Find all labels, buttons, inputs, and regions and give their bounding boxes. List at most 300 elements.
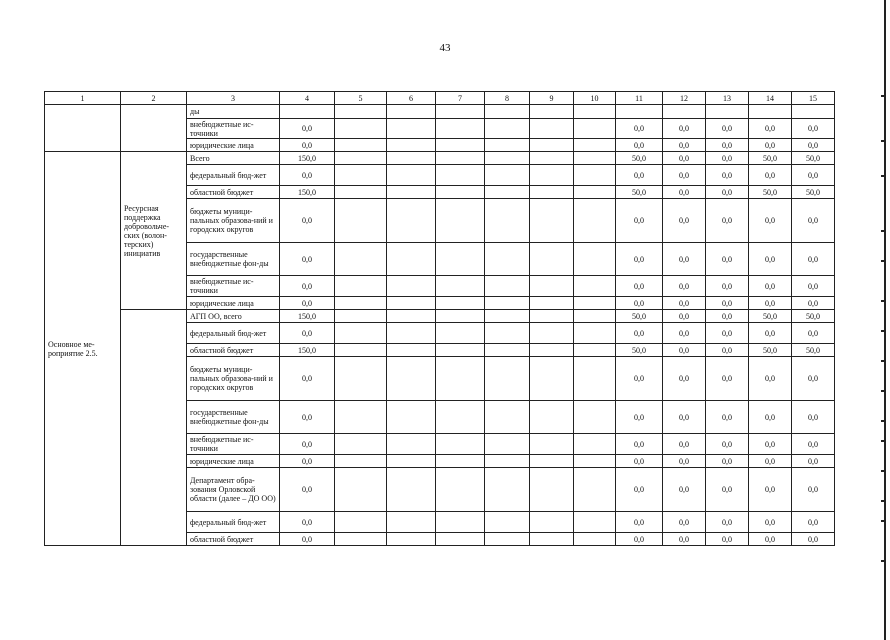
value-cell-col-9 [530, 434, 574, 455]
value-cell-col-14: 0,0 [749, 139, 792, 152]
value-cell-col-5 [335, 357, 387, 401]
value-cell-col-4: 150,0 [280, 310, 335, 323]
value-cell-col-14: 0,0 [749, 357, 792, 401]
value-cell-col-8 [485, 401, 530, 434]
value-cell-col-9 [530, 243, 574, 276]
value-cell-col-12: 0,0 [663, 344, 706, 357]
value-cell-col-7 [436, 533, 485, 546]
value-cell-col-11: 0,0 [616, 297, 663, 310]
value-cell-col-9 [530, 455, 574, 468]
column-number-5: 5 [335, 92, 387, 105]
value-cell-col-12 [663, 105, 706, 119]
funding-source-label: АГП ОО, всего [187, 310, 280, 323]
value-cell-col-6 [387, 186, 436, 199]
margin-tick [881, 420, 886, 422]
funding-source-label: федеральный бюд-жет [187, 323, 280, 344]
value-cell-col-6 [387, 165, 436, 186]
value-cell-col-13: 0,0 [706, 323, 749, 344]
column-number-10: 10 [574, 92, 616, 105]
value-cell-col-13: 0,0 [706, 310, 749, 323]
value-cell-col-4: 0,0 [280, 276, 335, 297]
value-cell-col-13: 0,0 [706, 357, 749, 401]
value-cell-col-9 [530, 152, 574, 165]
funding-source-label: федеральный бюд-жет [187, 165, 280, 186]
budget-table [44, 91, 835, 546]
value-cell-col-14: 0,0 [749, 323, 792, 344]
value-cell-col-12: 0,0 [663, 310, 706, 323]
value-cell-col-12: 0,0 [663, 357, 706, 401]
value-cell-col-10 [574, 199, 616, 243]
value-cell-col-10 [574, 310, 616, 323]
funding-source-label: внебюджетные ис-точники [187, 276, 280, 297]
margin-tick [881, 330, 886, 332]
value-cell-col-4: 150,0 [280, 152, 335, 165]
table-row [45, 310, 835, 323]
activity-name-cell: Ресурсная поддержка добровольче-ских (волон-терских) инициатив [121, 152, 187, 310]
value-cell-col-12: 0,0 [663, 512, 706, 533]
value-cell-col-9 [530, 186, 574, 199]
value-cell-col-14: 50,0 [749, 344, 792, 357]
value-cell-col-11: 50,0 [616, 152, 663, 165]
column-number-7: 7 [436, 92, 485, 105]
column-number-4: 4 [280, 92, 335, 105]
value-cell-col-5 [335, 165, 387, 186]
value-cell-col-13: 0,0 [706, 186, 749, 199]
value-cell-col-8 [485, 323, 530, 344]
value-cell-col-13: 0,0 [706, 165, 749, 186]
column-number-6: 6 [387, 92, 436, 105]
value-cell-col-15: 0,0 [792, 357, 835, 401]
activity-name-continued-cell [121, 310, 187, 546]
value-cell-col-6 [387, 344, 436, 357]
value-cell-col-5 [335, 199, 387, 243]
column-number-3: 3 [187, 92, 280, 105]
funding-source-label: Департамент обра-зования Орловской области (далее – ДО ОО) [187, 468, 280, 512]
value-cell-col-6 [387, 468, 436, 512]
value-cell-col-12: 0,0 [663, 434, 706, 455]
value-cell-col-7 [436, 344, 485, 357]
value-cell-col-9 [530, 468, 574, 512]
value-cell-col-12: 0,0 [663, 186, 706, 199]
column-number-9: 9 [530, 92, 574, 105]
value-cell-col-9 [530, 165, 574, 186]
value-cell-col-4: 150,0 [280, 344, 335, 357]
value-cell-col-14: 0,0 [749, 165, 792, 186]
value-cell-col-14: 0,0 [749, 243, 792, 276]
value-cell-col-11: 0,0 [616, 199, 663, 243]
funding-source-label: Всего [187, 152, 280, 165]
margin-tick [881, 300, 886, 302]
value-cell-col-15: 0,0 [792, 434, 835, 455]
value-cell-col-5 [335, 186, 387, 199]
value-cell-col-15: 0,0 [792, 512, 835, 533]
value-cell-col-15: 50,0 [792, 152, 835, 165]
value-cell-col-4: 0,0 [280, 468, 335, 512]
value-cell-col-7 [436, 455, 485, 468]
column-number-2: 2 [121, 92, 187, 105]
value-cell-col-8 [485, 455, 530, 468]
value-cell-col-10 [574, 105, 616, 119]
page-number: 43 [439, 42, 451, 54]
value-cell-col-9 [530, 119, 574, 139]
value-cell-col-4: 0,0 [280, 165, 335, 186]
value-cell-col-14: 0,0 [749, 455, 792, 468]
value-cell-col-15: 0,0 [792, 323, 835, 344]
value-cell-col-9 [530, 276, 574, 297]
value-cell-col-5 [335, 468, 387, 512]
value-cell-col-12: 0,0 [663, 401, 706, 434]
margin-tick [881, 500, 886, 502]
value-cell-col-6 [387, 152, 436, 165]
value-cell-col-13: 0,0 [706, 243, 749, 276]
value-cell-col-8 [485, 199, 530, 243]
value-cell-col-6 [387, 533, 436, 546]
value-cell-col-11: 0,0 [616, 512, 663, 533]
margin-tick [881, 360, 886, 362]
funding-source-label: областной бюджет [187, 344, 280, 357]
value-cell-col-11: 50,0 [616, 344, 663, 357]
value-cell-col-15: 0,0 [792, 243, 835, 276]
column-number-14: 14 [749, 92, 792, 105]
value-cell-col-6 [387, 243, 436, 276]
funding-source-label: областной бюджет [187, 186, 280, 199]
funding-source-label: юридические лица [187, 297, 280, 310]
value-cell-col-13: 0,0 [706, 455, 749, 468]
value-cell-col-10 [574, 186, 616, 199]
column-number-11: 11 [616, 92, 663, 105]
value-cell-col-4: 0,0 [280, 512, 335, 533]
margin-tick [881, 260, 886, 262]
value-cell-col-15 [792, 105, 835, 119]
value-cell-col-4: 0,0 [280, 401, 335, 434]
value-cell-col-5 [335, 105, 387, 119]
value-cell-col-15: 50,0 [792, 344, 835, 357]
value-cell-col-14: 0,0 [749, 468, 792, 512]
value-cell-col-8 [485, 243, 530, 276]
value-cell-col-12: 0,0 [663, 165, 706, 186]
value-cell-col-13: 0,0 [706, 401, 749, 434]
value-cell-col-4: 0,0 [280, 357, 335, 401]
value-cell-col-13: 0,0 [706, 512, 749, 533]
value-cell-col-11: 0,0 [616, 165, 663, 186]
value-cell-col-14: 0,0 [749, 512, 792, 533]
value-cell-col-8 [485, 468, 530, 512]
value-cell-col-5 [335, 455, 387, 468]
value-cell-col-15: 0,0 [792, 119, 835, 139]
value-cell-col-14: 0,0 [749, 119, 792, 139]
column-number-15: 15 [792, 92, 835, 105]
column-number-12: 12 [663, 92, 706, 105]
value-cell-col-11: 0,0 [616, 243, 663, 276]
value-cell-col-8 [485, 186, 530, 199]
funding-source-label: бюджеты муници-пальных образова-ний и городских округов [187, 199, 280, 243]
value-cell-col-12: 0,0 [663, 297, 706, 310]
value-cell-col-10 [574, 468, 616, 512]
value-cell-col-5 [335, 139, 387, 152]
value-cell-col-15: 50,0 [792, 310, 835, 323]
value-cell-col-6 [387, 323, 436, 344]
table-row [45, 152, 835, 165]
value-cell-col-4: 0,0 [280, 139, 335, 152]
value-cell-col-15: 0,0 [792, 297, 835, 310]
value-cell-col-4: 0,0 [280, 323, 335, 344]
margin-tick [881, 175, 886, 177]
value-cell-col-5 [335, 512, 387, 533]
value-cell-col-5 [335, 434, 387, 455]
value-cell-col-12: 0,0 [663, 323, 706, 344]
value-cell-col-15: 0,0 [792, 199, 835, 243]
margin-tick [881, 560, 886, 562]
value-cell-col-5 [335, 533, 387, 546]
column-number-1: 1 [45, 92, 121, 105]
value-cell-col-10 [574, 243, 616, 276]
value-cell-col-13: 0,0 [706, 434, 749, 455]
value-cell-col-10 [574, 434, 616, 455]
value-cell-col-6 [387, 434, 436, 455]
value-cell-col-11: 0,0 [616, 455, 663, 468]
value-cell-col-4: 0,0 [280, 243, 335, 276]
value-cell-col-13: 0,0 [706, 139, 749, 152]
value-cell-col-14: 0,0 [749, 533, 792, 546]
value-cell-col-7 [436, 186, 485, 199]
value-cell-col-11: 0,0 [616, 119, 663, 139]
value-cell-col-13: 0,0 [706, 199, 749, 243]
value-cell-col-13: 0,0 [706, 152, 749, 165]
value-cell-col-7 [436, 276, 485, 297]
value-cell-col-4: 0,0 [280, 199, 335, 243]
value-cell-col-14: 0,0 [749, 276, 792, 297]
funding-source-label: областной бюджет [187, 533, 280, 546]
value-cell-col-8 [485, 310, 530, 323]
value-cell-col-8 [485, 152, 530, 165]
value-cell-col-15: 0,0 [792, 276, 835, 297]
value-cell-col-14: 0,0 [749, 401, 792, 434]
margin-tick [881, 230, 886, 232]
value-cell-col-10 [574, 323, 616, 344]
value-cell-col-15: 0,0 [792, 455, 835, 468]
value-cell-col-9 [530, 344, 574, 357]
value-cell-col-6 [387, 297, 436, 310]
margin-tick [881, 95, 886, 97]
margin-tick [881, 440, 886, 442]
value-cell-col-4: 0,0 [280, 455, 335, 468]
value-cell-col-7 [436, 243, 485, 276]
value-cell-col-9 [530, 199, 574, 243]
value-cell-col-6 [387, 512, 436, 533]
value-cell-col-8 [485, 434, 530, 455]
value-cell-col-11: 0,0 [616, 434, 663, 455]
value-cell-col-12: 0,0 [663, 243, 706, 276]
value-cell-col-6 [387, 310, 436, 323]
value-cell-col-13: 0,0 [706, 119, 749, 139]
value-cell-col-15: 50,0 [792, 186, 835, 199]
value-cell-col-10 [574, 152, 616, 165]
value-cell-col-5 [335, 243, 387, 276]
value-cell-col-9 [530, 512, 574, 533]
value-cell-col-4: 0,0 [280, 119, 335, 139]
value-cell-col-9 [530, 297, 574, 310]
value-cell-col-14: 0,0 [749, 199, 792, 243]
value-cell-col-12: 0,0 [663, 139, 706, 152]
value-cell-col-10 [574, 455, 616, 468]
value-cell-col-10 [574, 357, 616, 401]
value-cell-col-15: 0,0 [792, 165, 835, 186]
funding-source-label: ды [187, 105, 280, 119]
value-cell-col-7 [436, 297, 485, 310]
value-cell-col-6 [387, 357, 436, 401]
value-cell-col-7 [436, 357, 485, 401]
funding-source-label: внебюджетные ис-точники [187, 119, 280, 139]
margin-tick [881, 520, 886, 522]
margin-tick [881, 470, 886, 472]
value-cell-col-13: 0,0 [706, 276, 749, 297]
funding-source-label: юридические лица [187, 139, 280, 152]
value-cell-col-15: 0,0 [792, 401, 835, 434]
value-cell-col-13: 0,0 [706, 297, 749, 310]
value-cell-col-5 [335, 119, 387, 139]
value-cell-col-15: 0,0 [792, 468, 835, 512]
value-cell-col-12: 0,0 [663, 276, 706, 297]
value-cell-col-4 [280, 105, 335, 119]
value-cell-col-10 [574, 512, 616, 533]
funding-source-label: федеральный бюд-жет [187, 512, 280, 533]
value-cell-col-6 [387, 105, 436, 119]
value-cell-col-13: 0,0 [706, 468, 749, 512]
value-cell-col-7 [436, 139, 485, 152]
value-cell-col-8 [485, 344, 530, 357]
value-cell-col-4: 0,0 [280, 297, 335, 310]
value-cell-col-5 [335, 297, 387, 310]
table-row [45, 105, 835, 119]
header-row [45, 92, 835, 105]
value-cell-col-8 [485, 357, 530, 401]
funding-source-label: государственные внебюджетные фон-ды [187, 243, 280, 276]
value-cell-col-9 [530, 401, 574, 434]
prev-activity-name-cell [121, 105, 187, 152]
value-cell-col-12: 0,0 [663, 199, 706, 243]
value-cell-col-7 [436, 152, 485, 165]
value-cell-col-8 [485, 119, 530, 139]
value-cell-col-11: 0,0 [616, 276, 663, 297]
value-cell-col-11: 50,0 [616, 310, 663, 323]
value-cell-col-10 [574, 276, 616, 297]
activity-number-cell: Основное ме-роприятие 2.5. [45, 152, 121, 546]
value-cell-col-7 [436, 119, 485, 139]
value-cell-col-10 [574, 401, 616, 434]
value-cell-col-7 [436, 401, 485, 434]
column-number-8: 8 [485, 92, 530, 105]
value-cell-col-8 [485, 512, 530, 533]
value-cell-col-14: 50,0 [749, 186, 792, 199]
value-cell-col-14: 50,0 [749, 310, 792, 323]
value-cell-col-15: 0,0 [792, 533, 835, 546]
value-cell-col-6 [387, 455, 436, 468]
value-cell-col-6 [387, 401, 436, 434]
value-cell-col-10 [574, 139, 616, 152]
value-cell-col-11: 0,0 [616, 468, 663, 512]
margin-tick [881, 140, 886, 142]
value-cell-col-14: 50,0 [749, 152, 792, 165]
value-cell-col-12: 0,0 [663, 119, 706, 139]
value-cell-col-11: 0,0 [616, 401, 663, 434]
value-cell-col-6 [387, 139, 436, 152]
value-cell-col-10 [574, 533, 616, 546]
value-cell-col-10 [574, 165, 616, 186]
value-cell-col-11: 0,0 [616, 357, 663, 401]
value-cell-col-6 [387, 199, 436, 243]
value-cell-col-9 [530, 533, 574, 546]
value-cell-col-7 [436, 323, 485, 344]
value-cell-col-13: 0,0 [706, 344, 749, 357]
value-cell-col-9 [530, 323, 574, 344]
prev-activity-cell [45, 105, 121, 152]
value-cell-col-5 [335, 276, 387, 297]
value-cell-col-5 [335, 323, 387, 344]
funding-source-label: бюджеты муници-пальных образова-ний и городских округов [187, 357, 280, 401]
value-cell-col-7 [436, 434, 485, 455]
funding-source-label: внебюджетные ис-точники [187, 434, 280, 455]
value-cell-col-11: 0,0 [616, 323, 663, 344]
value-cell-col-14 [749, 105, 792, 119]
value-cell-col-8 [485, 105, 530, 119]
value-cell-col-7 [436, 105, 485, 119]
value-cell-col-7 [436, 512, 485, 533]
value-cell-col-6 [387, 276, 436, 297]
value-cell-col-9 [530, 139, 574, 152]
value-cell-col-9 [530, 357, 574, 401]
funding-source-label: юридические лица [187, 455, 280, 468]
value-cell-col-15: 0,0 [792, 139, 835, 152]
value-cell-col-12: 0,0 [663, 468, 706, 512]
value-cell-col-11 [616, 105, 663, 119]
value-cell-col-11: 0,0 [616, 533, 663, 546]
margin-tick [881, 390, 886, 392]
value-cell-col-4: 150,0 [280, 186, 335, 199]
value-cell-col-8 [485, 276, 530, 297]
column-number-13: 13 [706, 92, 749, 105]
value-cell-col-10 [574, 119, 616, 139]
funding-source-label: государственные внебюджетные фон-ды [187, 401, 280, 434]
value-cell-col-9 [530, 105, 574, 119]
value-cell-col-8 [485, 297, 530, 310]
value-cell-col-9 [530, 310, 574, 323]
value-cell-col-14: 0,0 [749, 434, 792, 455]
value-cell-col-10 [574, 344, 616, 357]
value-cell-col-5 [335, 401, 387, 434]
value-cell-col-11: 50,0 [616, 186, 663, 199]
value-cell-col-8 [485, 533, 530, 546]
value-cell-col-11: 0,0 [616, 139, 663, 152]
value-cell-col-7 [436, 310, 485, 323]
value-cell-col-5 [335, 310, 387, 323]
value-cell-col-5 [335, 152, 387, 165]
value-cell-col-4: 0,0 [280, 434, 335, 455]
value-cell-col-12: 0,0 [663, 455, 706, 468]
value-cell-col-13 [706, 105, 749, 119]
value-cell-col-8 [485, 165, 530, 186]
value-cell-col-7 [436, 199, 485, 243]
value-cell-col-7 [436, 165, 485, 186]
value-cell-col-12: 0,0 [663, 533, 706, 546]
value-cell-col-5 [335, 344, 387, 357]
value-cell-col-7 [436, 468, 485, 512]
value-cell-col-14: 0,0 [749, 297, 792, 310]
value-cell-col-12: 0,0 [663, 152, 706, 165]
value-cell-col-4: 0,0 [280, 533, 335, 546]
value-cell-col-6 [387, 119, 436, 139]
value-cell-col-13: 0,0 [706, 533, 749, 546]
value-cell-col-10 [574, 297, 616, 310]
